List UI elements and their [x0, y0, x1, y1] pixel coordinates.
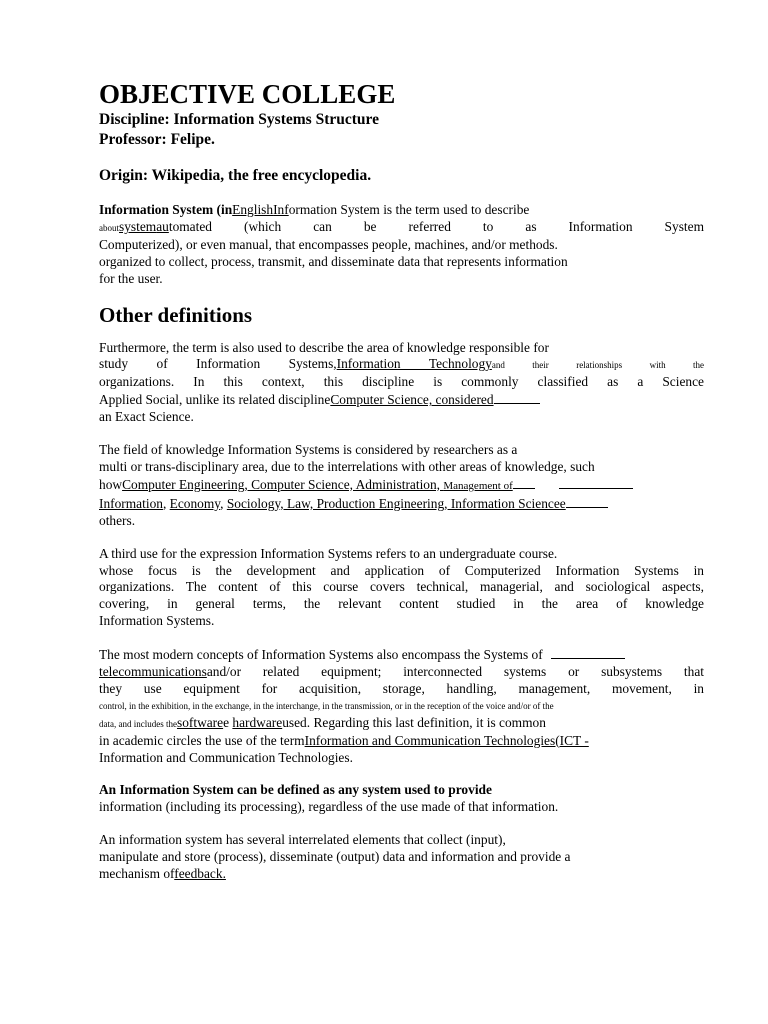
discipline-line: Discipline: Information Systems Structure: [99, 111, 379, 128]
paragraph-elements: An information system has several interrelated elements that collect (input), manipulate and store (process), disseminate (output) data and information and provide a mechanism offeedback.: [99, 832, 571, 882]
information-technology-link[interactable]: Information Technology: [336, 356, 492, 372]
document-page: [99, 78, 704, 883]
feedback-link[interactable]: feedback.: [174, 866, 226, 882]
management-link[interactable]: Management of: [443, 479, 513, 492]
sociology-law-links[interactable]: Sociology, Law, Production Engineering, Information Sciencee: [226, 495, 566, 511]
hardware-link[interactable]: hardware: [232, 714, 283, 730]
paragraph-modern-concepts: The most modern concepts of Information Systems also encompass the Systems of telecommunicationsand/or related equipment; interconnected systems or subsystems that they use equipment for acquisition, storage, handling, management, movement, in control, in the exhibition, in the exchange, in the interchange, in the transmission, or in the reception of the voice and/or of the data, and includes thesoftwaree hardwareused. Regarding this last definition, it is common in academic circles the use of the termInformation and Communication Technologies(ICT - Information and Communication Technologies.: [99, 647, 704, 765]
ict-link[interactable]: Information and Communication Technologies(ICT -: [304, 732, 589, 748]
english-link[interactable]: English: [232, 202, 274, 217]
telecommunications-link[interactable]: telecommunications: [99, 664, 207, 680]
intro-paragraph: Information System (inEnglishInformation System is the term used to describe aboutsystemautomated (which can be referred to as Information System Computerized), or even manual, that encompasses people, machines, and/or methods. organized to collect, process, transmit, and disseminate data that represents information for the user.: [99, 202, 704, 286]
disciplines-links[interactable]: Computer Engineering, Computer Science, Administration,: [122, 476, 444, 492]
paragraph-field-of-knowledge: The field of knowledge Information Systems is considered by researchers as a multi or trans-disciplinary area, due to the interrelations with other areas of knowledge, such howComputer Engineering, Computer Science, Administration, Management of Information, Economy, Sociology, Law, Production Engineering, Information Sciencee others.: [99, 442, 704, 530]
document-title: OBJECTIVE COLLEGE: [99, 79, 396, 109]
paragraph-undergraduate-course: A third use for the expression Information Systems refers to an undergraduate course. whose focus is the development and application of Computerized Information Systems in organizations. The content of this course covers technical, managerial, and sociological aspects, covering, in general terms, the relevant content studied in the area of knowledge Information Systems.: [99, 545, 704, 629]
intro-term: Information System (in: [99, 202, 233, 217]
information-link[interactable]: Information: [99, 495, 163, 511]
paragraph-knowledge-area: Furthermore, the term is also used to describe the area of knowledge responsible for study of Information Systems,Information Technologyand their relationships with the organizations. In this context, this discipline is commonly classified as a Science Applied Social, unlike its related disciplineComputer Science, considered an Exact Science.: [99, 339, 704, 425]
origin-line: Origin: Wikipedia, the free encyclopedia.: [99, 167, 372, 184]
section-heading: Other definitions: [99, 302, 253, 327]
paragraph-definition: An Information System can be defined as any system used to provide information (including its processing), regardless of the use made of that information.: [99, 782, 704, 816]
definition-bold: An Information System can be defined as any system used to provide: [99, 782, 492, 798]
software-link[interactable]: software: [176, 714, 224, 730]
inf-link[interactable]: Inf: [273, 202, 289, 217]
computer-science-link[interactable]: Computer Science, considered: [330, 392, 494, 408]
economy-link[interactable]: Economy: [169, 495, 221, 511]
professor-line: Professor: Felipe.: [99, 131, 215, 148]
system-link[interactable]: system: [119, 218, 157, 234]
